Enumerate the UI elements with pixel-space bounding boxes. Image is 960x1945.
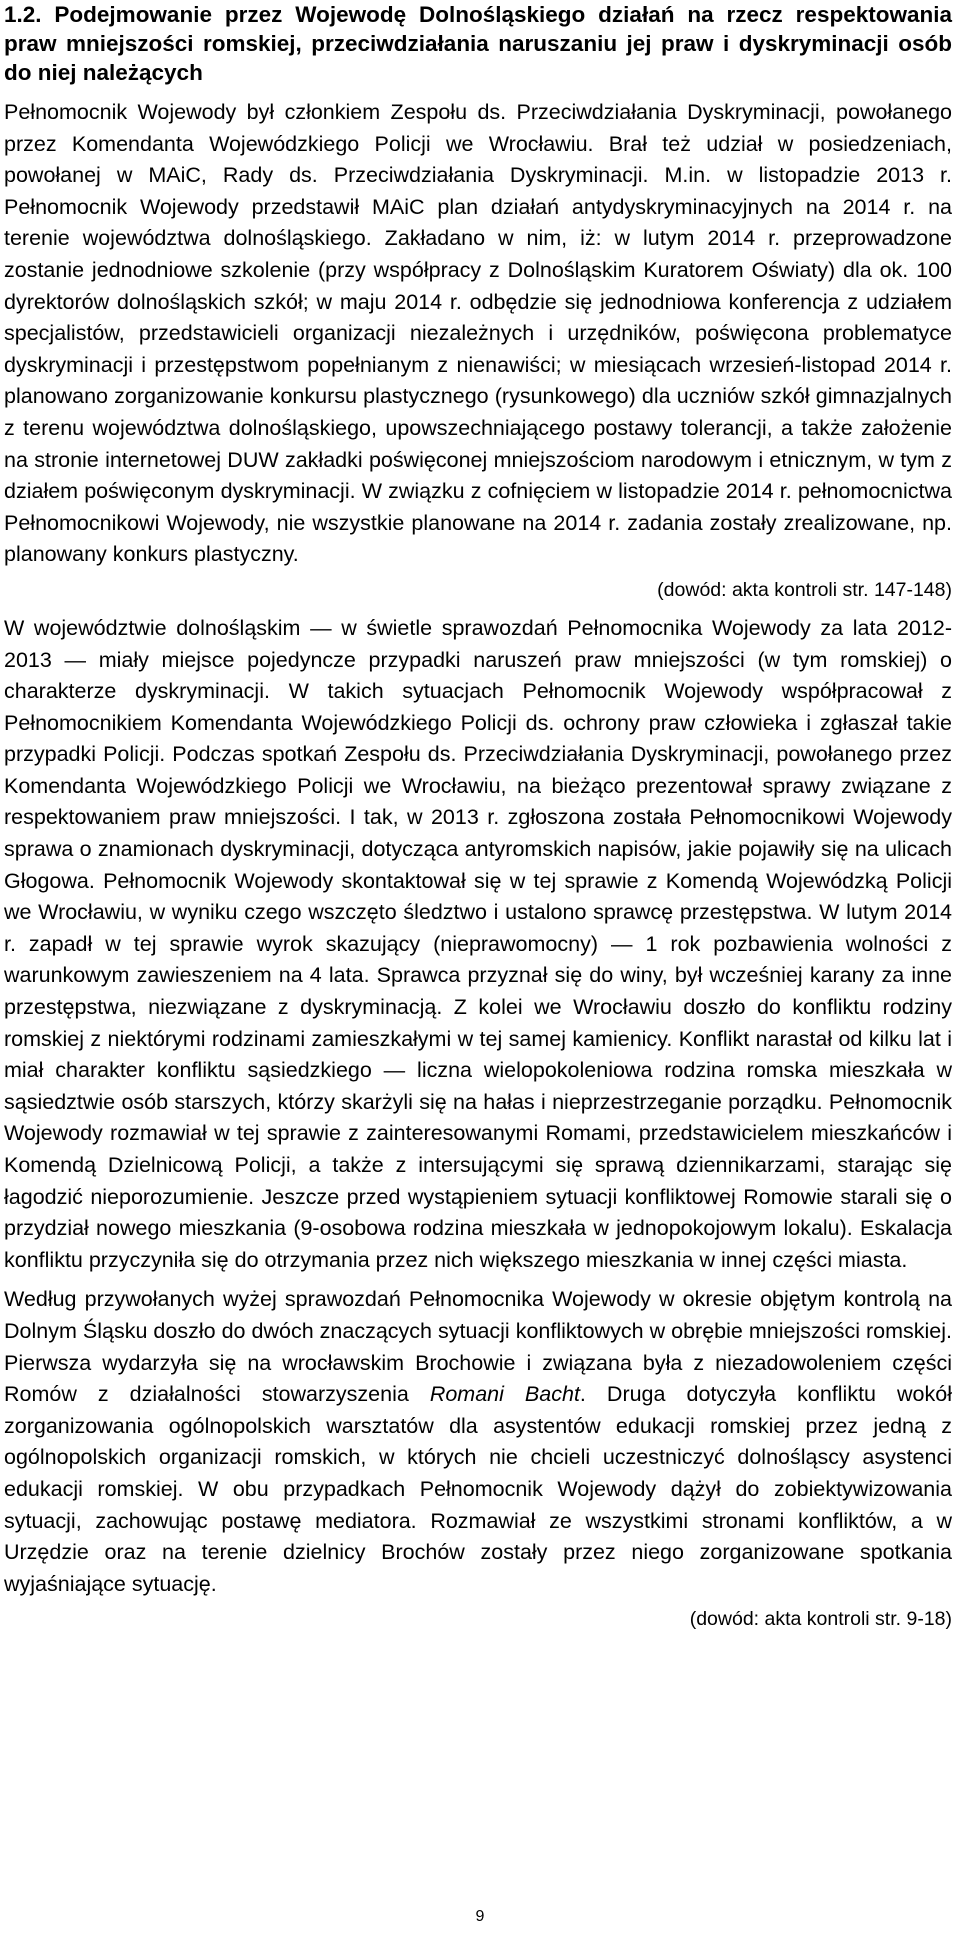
document-page bbox=[4, 0, 952, 1642]
evidence-reference-1: (dowód: akta kontroli str. 147-148) bbox=[657, 578, 952, 601]
evidence-reference-2: (dowód: akta kontroli str. 9-18) bbox=[689, 1608, 952, 1631]
page-number: 9 bbox=[475, 1908, 485, 1925]
section-heading: 1.2. Podejmowanie przez Wojewodę Dolnośląskiego działań na rzecz respektowania praw mniejszości romskiej, przeciwdziałania naruszaniu jej praw i dyskryminacji osób do niej należących bbox=[4, 2, 952, 85]
paragraph-3-text-b: . Druga dotyczyła konfliktu wokół zorganizowania ogólnopolskich warsztatów dla asystentów edukacji romskiej przez jedną z ogólnopolskich organizacji romskich, w których nie chcieli uczestniczyć dolnośląscy asystenci edukacji romskiej. W obu przypadkach Pełnomocnik Wojewody dążył do zobiektywizowania sytuacji, zachowując postawę mediatora. Rozmawiał ze wszystkimi stronami konfliktów, a w Urzędzie oraz na terenie dzielnicy Brochów zostały przez niego zorganizowane spotkania wyjaśniające sytuację. bbox=[4, 1382, 952, 1596]
paragraph-3-text-a: Według przywołanych wyżej sprawozdań Pełnomocnika Wojewody w okresie objętym kontrolą na Dolnym Śląsku doszło do dwóch znaczących sytuacji konfliktowych w obrębie mniejszości romskiej. Pierwsza wydarzyła się na wrocławskim Brochowie i związana była z niezadowoleniem części Romów z działalności stowarzyszenia bbox=[4, 1287, 952, 1407]
association-name: Romani Bacht bbox=[429, 1382, 580, 1407]
paragraph-conflict-situations bbox=[4, 1284, 952, 1600]
paragraph-plenipotentiary-activities: Pełnomocnik Wojewody był członkiem Zespołu ds. Przeciwdziałania Dyskryminacji, powołanego przez Komendanta Wojewódzkiego Policji we Wrocławiu. Brał też udział w posiedzeniach, powołanej w MAiC, Rady ds. Przeciwdziałania Dyskryminacji. M.in. w listopadzie 2013 r. Pełnomocnik Wojewody przedstawił MAiC plan działań antydyskryminacyjnych na 2014 r. na terenie województwa dolnośląskiego. Zakładano w nim, iż: w lutym 2014 r. przeprowadzone zostanie jednodniowe szkolenie (przy współpracy z Dolnośląskim Kuratorem Oświaty) dla ok. 100 dyrektorów dolnośląskich szkół; w maju 2014 r. odbędzie się jednodniowa konferencja z udziałem specjalistów, przedstawicieli organizacji niezależnych i urzędników, poświęcona problematyce dyskryminacji i przestępstwom popełnianym z nienawiści; w miesiącach wrzesień-listopad 2014 r. planowano zorganizowanie konkursu plastycznego (rysunkowego) dla uczniów szkół gimnazjalnych z terenu województwa dolnośląskiego, upowszechniającego postawy tolerancji, a także założenie na stronie internetowej DUW zakładki poświęconej mniejszościom narodowym i etnicznym, w tym z działem poświęconym dyskryminacji. W związku z cofnięciem w listopadzie 2014 r. pełnomocnictwa Pełnomocnikowi Wojewody, nie wszystkie planowane na 2014 r. zadania zostały zrealizowane, np. planowany konkurs plastyczny. bbox=[4, 100, 952, 567]
paragraph-discrimination-cases: W województwie dolnośląskim — w świetle sprawozdań Pełnomocnika Wojewody za lata 2012-2013 — miały miejsce pojedyncze przypadki naruszeń praw mniejszości (w tym romskiej) o charakterze dyskryminacji. W takich sytuacjach Pełnomocnik Wojewody współpracował z Pełnomocnikiem Komendanta Wojewódzkiego Policji ds. ochrony praw człowieka i zgłaszał takie przypadki Policji. Podczas spotkań Zespołu ds. Przeciwdziałania Dyskryminacji, powołanego przez Komendanta Wojewódzkiego Policji we Wrocławiu, na bieżąco prezentował sprawy związane z respektowaniem praw mniejszości. I tak, w 2013 r. zgłoszona została Pełnomocnikowi Wojewody sprawa o znamionach dyskryminacji, dotycząca antyromskich napisów, jakie pojawiły się na ulicach Głogowa. Pełnomocnik Wojewody skontaktował się w tej sprawie z Komendą Wojewódzką Policji we Wrocławiu, w wyniku czego wszczęto śledztwo i ustalono sprawcę przestępstwa. W lutym 2014 r. zapadł w tej sprawie wyrok skazujący (nieprawomocny) — 1 rok pozbawienia wolności z warunkowym zawieszeniem na 4 lata. Sprawca przyznał się do winy, był wcześniej karany za inne przestępstwa, niezwiązane z dyskryminacją. Z kolei we Wrocławiu doszło do konfliktu rodziny romskiej z niektórymi rodzinami zamieszkałymi w tej samej kamienicy. Konflikt narastał od kilku lat i miał charakter konfliktu sąsiedzkiego — liczna wielopokoleniowa rodzina romska mieszkała w sąsiedztwie osób starszych, którzy skarżyli się na hałas i nieprzestrzeganie porządku. Pełnomocnik Wojewody rozmawiał w tej sprawie z zainteresowanymi Romami, przedstawicielem mieszkańców i Komendą Dzielnicową Policji, a także z intersującymi się sprawą dziennikarzami, starając się łagodzić nieporozumienie. Jeszcze przed wystąpieniem sytuacji konfliktowej Romowie starali się o przydział nowego mieszkania (9-osobowa rodzina mieszkała w jednopokojowym lokalu). Eskalacja konfliktu przyczyniła się do otrzymania przez nich większego mieszkania w innej części miasta. bbox=[4, 615, 952, 1272]
